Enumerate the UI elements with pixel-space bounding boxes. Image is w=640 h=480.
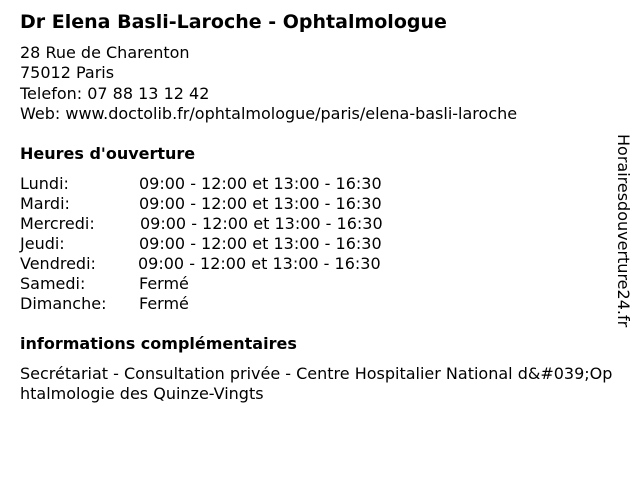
day-hours: 09:00 - 12:00 et 13:00 - 16:30 bbox=[139, 174, 382, 193]
day-label: Mardi: bbox=[20, 194, 70, 213]
phone-number: Telefon: 07 88 13 12 42 bbox=[20, 84, 210, 103]
address-street: 28 Rue de Charenton bbox=[20, 43, 190, 62]
page-title: Dr Elena Basli-Laroche - Ophtalmologue bbox=[20, 11, 447, 33]
day-label: Samedi: bbox=[20, 274, 86, 293]
day-hours: 09:00 - 12:00 et 13:00 - 16:30 bbox=[140, 214, 383, 233]
day-hours: 09:00 - 12:00 et 13:00 - 16:30 bbox=[138, 254, 381, 273]
day-hours: 09:00 - 12:00 et 13:00 - 16:30 bbox=[139, 194, 382, 213]
day-hours: Fermé bbox=[139, 274, 189, 293]
website-link[interactable]: Web: www.doctolib.fr/ophtalmologue/paris/elena-basli-laroche bbox=[20, 104, 518, 123]
site-brand-watermark: Horairesdouverture24.fr bbox=[614, 134, 633, 328]
day-label: Jeudi: bbox=[20, 234, 65, 253]
additional-info-heading: informations complémentaires bbox=[20, 334, 297, 353]
additional-info-text: Secrétariat - Consultation privée - Centre Hospitalier National d&#039;Ophtalmologie des Quinze-Vingts bbox=[20, 364, 613, 403]
address-city: 75012 Paris bbox=[20, 63, 115, 82]
day-label: Dimanche: bbox=[20, 294, 107, 313]
opening-hours-heading: Heures d'ouverture bbox=[20, 144, 196, 163]
day-label: Vendredi: bbox=[20, 254, 96, 273]
day-label: Mercredi: bbox=[20, 214, 95, 233]
day-label: Lundi: bbox=[20, 174, 69, 193]
day-hours: 09:00 - 12:00 et 13:00 - 16:30 bbox=[139, 234, 382, 253]
day-hours: Fermé bbox=[139, 294, 189, 313]
